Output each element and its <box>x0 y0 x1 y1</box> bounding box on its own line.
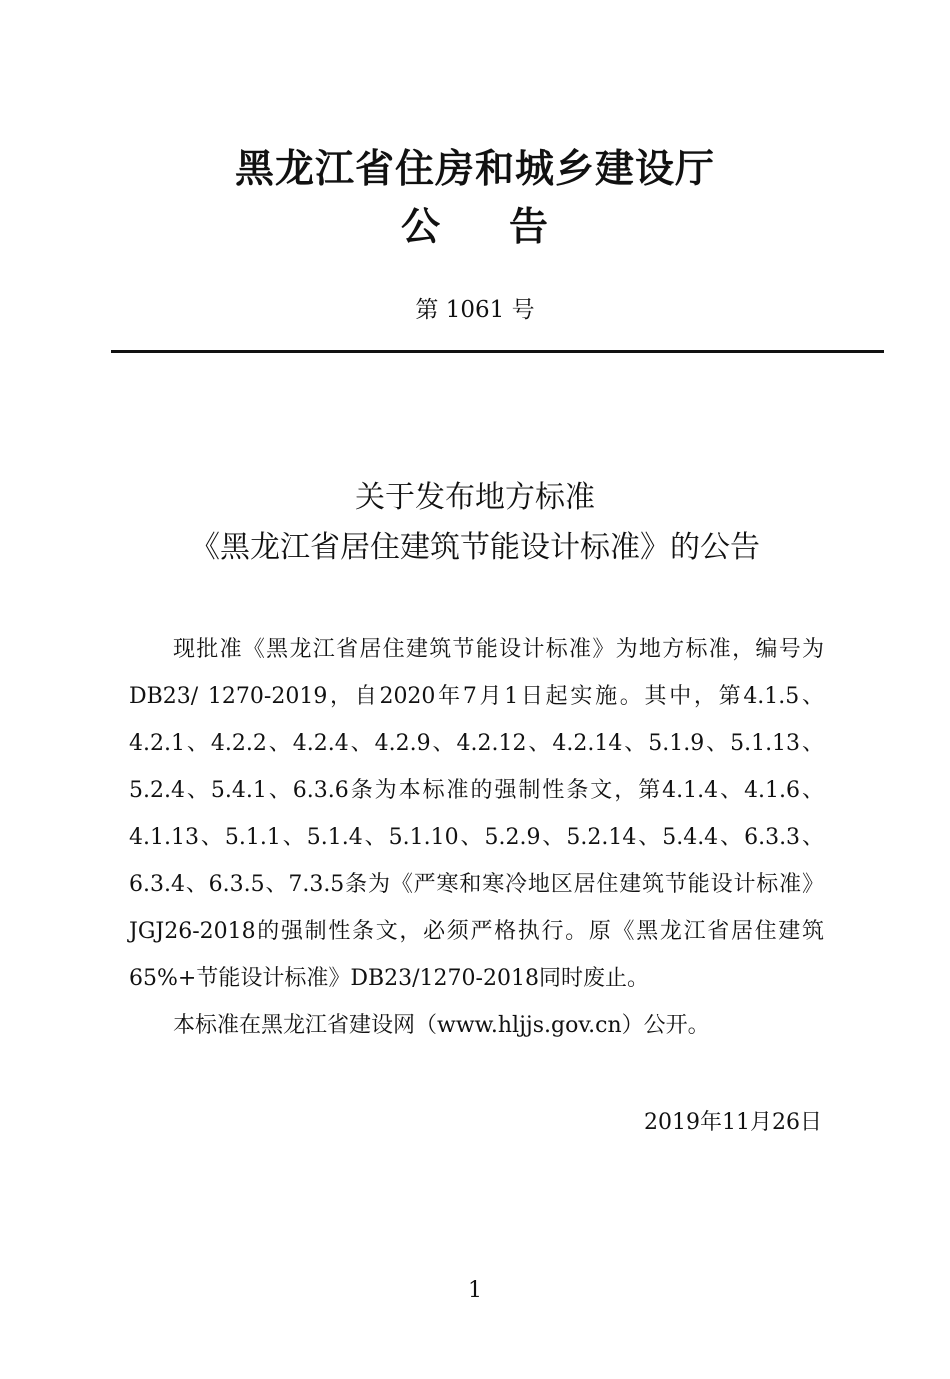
document-type-title <box>0 203 950 253</box>
document-number: 第 1061 号 <box>415 297 535 323</box>
announcement-body <box>129 626 824 1049</box>
issuer-title: 黑龙江省住房和城乡建设厅 <box>234 147 715 192</box>
body-paragraph-2: 本标准在黑龙江省建设网（www.hljjs.gov.cn）公开。 <box>173 1013 710 1038</box>
announcement-date: 2019年11月26日 <box>644 1110 822 1135</box>
document-type-char-2: 告 <box>509 205 550 250</box>
body-paragraph-1: 现批准《黑龙江省居住建筑节能设计标准》为地方标准，编号为DB23/ 1270-2019，自2020年7月1日起实施。其中，第4.1.5、4.2.1、4.2.2、4.2.4、4.2.9、4.2.12、4.2.14、5.1.9、5.1.13、5.2.4、5.4.1、6.3.6条为本标准的强制性条文，第4.1.4、4.1.6、4.1.13、5.1.1、5.1.4、5.1.10、5.2.9、5.2.14、5.4.4、6.3.3、6.3.4、6.3.5、7.3.5条为《严寒和寒冷地区居住建筑节能设计标准》JGJ26-2018的强制性条文，必须严格执行。原《黑龙江省居住建筑65%+节能设计标准》DB23/1270-2018同时废止。 <box>129 637 824 991</box>
document-type-char-1: 公 <box>400 205 441 250</box>
header-divider <box>111 350 884 353</box>
page-number: 1 <box>468 1278 482 1303</box>
headline-line-1: 关于发布地方标准 <box>355 480 595 515</box>
headline-line-2: 《黑龙江省居住建筑节能设计标准》的公告 <box>190 530 760 565</box>
